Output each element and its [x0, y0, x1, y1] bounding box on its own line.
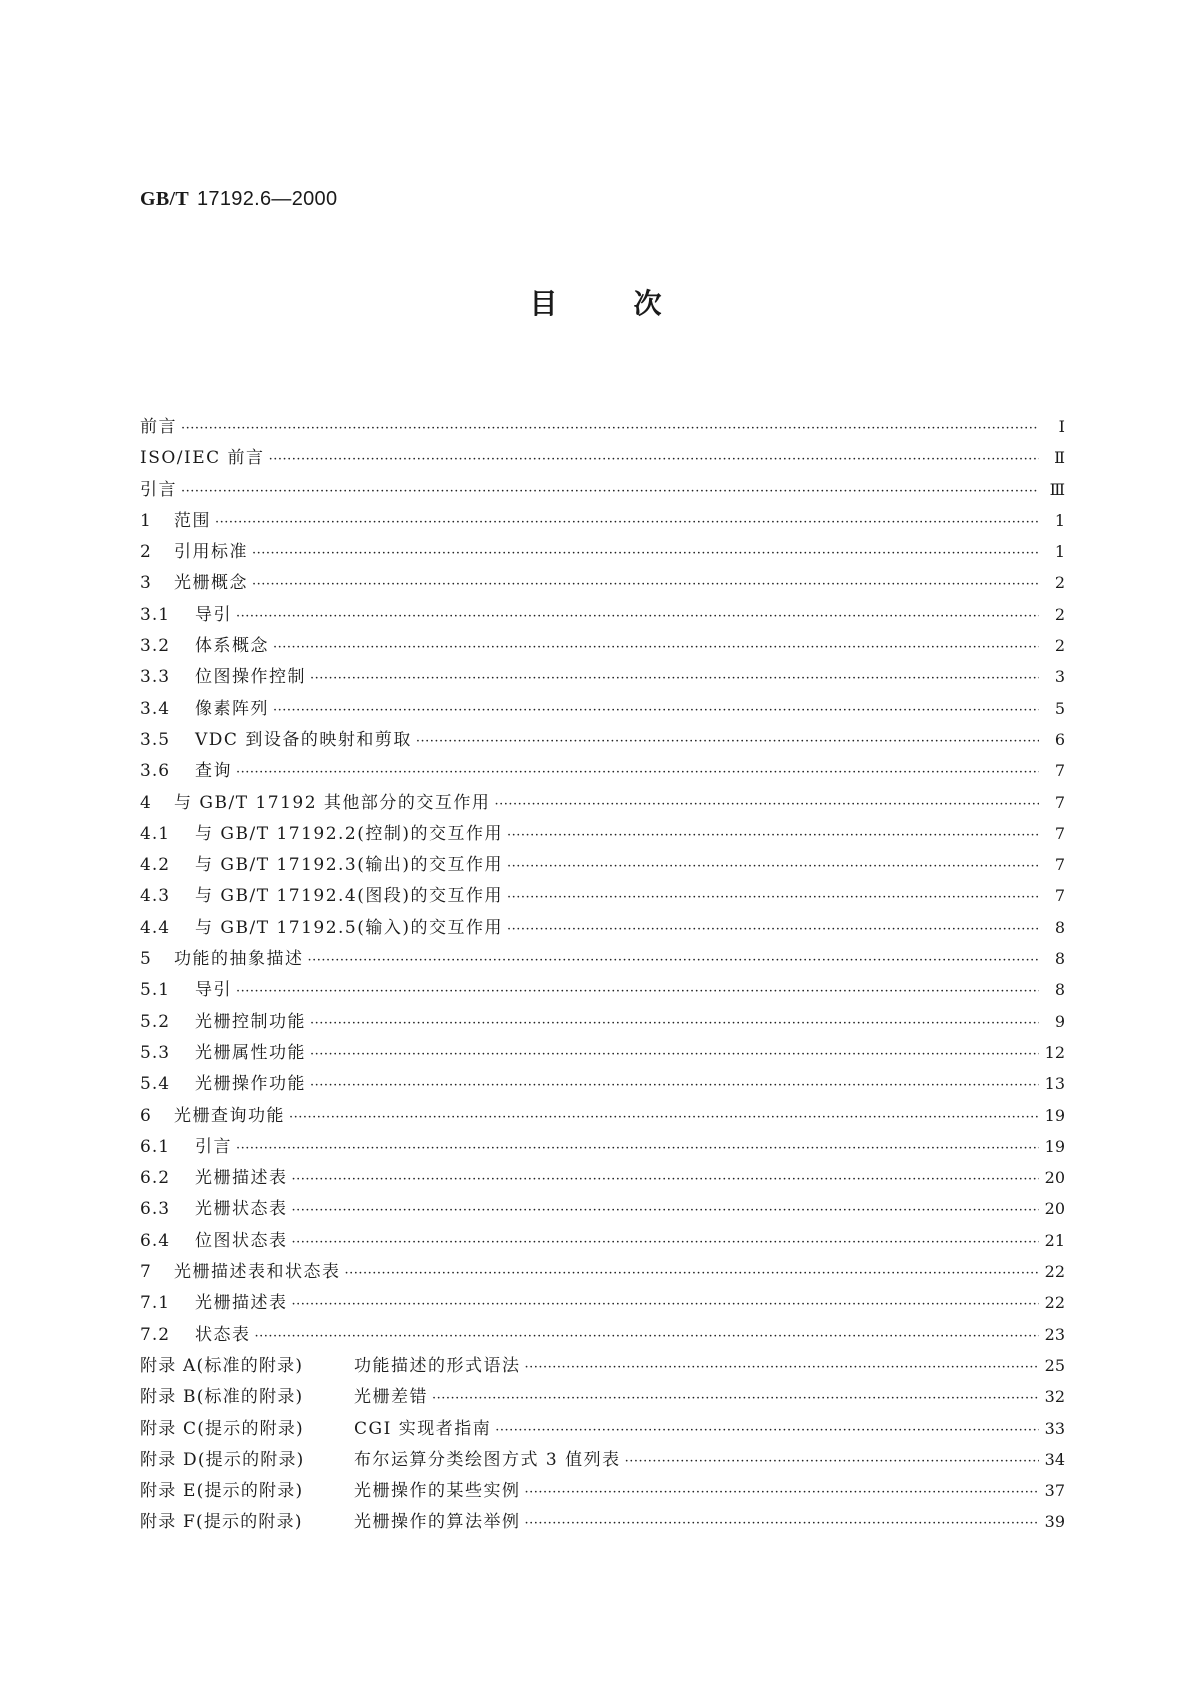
toc-page-number: 2 [1054, 604, 1065, 624]
title-char-2: 次 [633, 287, 662, 320]
toc-dot-leader [310, 671, 1039, 686]
toc-page-number: 39 [1044, 1512, 1065, 1532]
toc-dot-leader [181, 421, 1039, 436]
toc-entry[interactable] [140, 1476, 1065, 1507]
title-char-1: 目 [529, 287, 558, 320]
toc-entry[interactable] [140, 756, 1065, 787]
toc-dot-leader [495, 1423, 1038, 1438]
toc-entry[interactable] [140, 1132, 1065, 1163]
toc-entry[interactable] [140, 1351, 1065, 1382]
toc-entry[interactable] [140, 1038, 1065, 1069]
toc-appendix-prefix: 附录 D(提示的附录) [140, 1449, 305, 1470]
toc-dot-leader [310, 1016, 1039, 1031]
toc-page-number: 7 [1054, 855, 1065, 875]
toc-page-number: 5 [1054, 698, 1065, 718]
toc-entry-label: 导引 [195, 604, 232, 625]
toc-entry[interactable] [140, 913, 1065, 944]
toc-page-number: 37 [1044, 1481, 1065, 1501]
toc-entry-number: 3.2 [140, 636, 171, 657]
toc-dot-leader [236, 765, 1039, 780]
toc-entry-label: 光栅描述表 [195, 1168, 288, 1189]
toc-entry-number: 6 [140, 1105, 152, 1126]
toc-dot-leader [269, 452, 1039, 467]
toc-entry-label: 位图操作控制 [195, 667, 306, 688]
toc-appendix-prefix: 附录 A(标准的附录) [140, 1355, 304, 1376]
toc-entry-label: 光栅操作的算法举例 [354, 1512, 521, 1533]
toc-dot-leader [507, 859, 1039, 874]
toc-dot-leader [345, 1266, 1039, 1281]
toc-entry-number: 3.5 [140, 729, 171, 750]
toc-entry[interactable] [140, 475, 1065, 506]
toc-entry[interactable] [140, 819, 1065, 850]
toc-entry-number: 7.2 [140, 1324, 171, 1345]
toc-entry-number: 6.4 [140, 1230, 171, 1251]
toc-entry-label: 光栅状态表 [195, 1199, 288, 1220]
toc-entry[interactable] [140, 944, 1065, 975]
toc-page-number: Ⅲ [1049, 479, 1065, 499]
toc-entry[interactable] [140, 412, 1065, 443]
toc-entry[interactable] [140, 788, 1065, 819]
toc-entry[interactable] [140, 537, 1065, 568]
toc-entry[interactable] [140, 1507, 1065, 1538]
toc-page-number: 6 [1054, 729, 1065, 749]
toc-entry-label: 与 GB/T 17192.5(输入)的交互作用 [195, 917, 504, 938]
toc-entry-number: 1 [140, 510, 152, 531]
toc-entry-label: 光栅差错 [354, 1387, 428, 1408]
toc-entry[interactable] [140, 1288, 1065, 1319]
toc-dot-leader [292, 1297, 1039, 1312]
toc-entry[interactable] [140, 631, 1065, 662]
toc-page-number: 7 [1054, 792, 1065, 812]
toc-dot-leader [273, 703, 1039, 718]
toc-page-number: 22 [1044, 1262, 1065, 1282]
toc-entry-number: 4.3 [140, 886, 171, 907]
toc-entry-label: 导引 [195, 980, 232, 1001]
toc-entry-label: 位图状态表 [195, 1230, 288, 1251]
toc-entry-number: 4.2 [140, 855, 171, 876]
page-title [0, 282, 1191, 322]
toc-page-number: 33 [1044, 1418, 1065, 1438]
toc-dot-leader [236, 1141, 1039, 1156]
toc-dot-leader [236, 984, 1039, 999]
toc-dot-leader [625, 1454, 1039, 1469]
toc-appendix-prefix: 附录 E(提示的附录) [140, 1481, 304, 1502]
toc-entry-number: 5.3 [140, 1042, 171, 1063]
toc-page-number: 1 [1054, 510, 1065, 530]
toc-dot-leader [181, 484, 1039, 499]
toc-entry[interactable] [140, 506, 1065, 537]
toc-dot-leader [236, 609, 1039, 624]
toc-entry-label: 与 GB/T 17192.2(控制)的交互作用 [195, 823, 504, 844]
toc-appendix-prefix: 附录 B(标准的附录) [140, 1387, 304, 1408]
toc-entry-label: 光栅属性功能 [195, 1042, 306, 1063]
toc-entry-label: CGI 实现者指南 [354, 1418, 492, 1439]
toc-entry-number: 5.1 [140, 980, 171, 1001]
toc-dot-leader [507, 890, 1039, 905]
toc-page-number: 7 [1054, 823, 1065, 843]
toc-dot-leader [252, 577, 1039, 592]
toc-entry[interactable] [140, 1007, 1065, 1038]
toc-entry-label: 功能描述的形式语法 [354, 1355, 521, 1376]
toc-page-number: 23 [1044, 1324, 1065, 1344]
toc-entry-number: 5 [140, 949, 152, 970]
toc-entry-number: 3.3 [140, 667, 171, 688]
toc-entry-number: 2 [140, 542, 152, 563]
toc-page-number: 7 [1054, 886, 1065, 906]
toc-entry-label: 与 GB/T 17192 其他部分的交互作用 [174, 792, 491, 813]
toc-entry-label: 引用标准 [174, 542, 248, 563]
toc-page-number: 21 [1044, 1230, 1065, 1250]
toc-entry[interactable] [140, 1320, 1065, 1351]
toc-dot-leader [292, 1203, 1039, 1218]
toc-appendix-prefix: 附录 F(提示的附录) [140, 1512, 303, 1533]
toc-dot-leader [252, 546, 1039, 561]
toc-dot-leader [507, 828, 1039, 843]
toc-entry[interactable] [140, 1069, 1065, 1100]
toc-entry-number: 7.1 [140, 1293, 171, 1314]
toc-page-number: 1 [1054, 542, 1065, 562]
toc-page-number: 34 [1044, 1449, 1065, 1469]
toc-entry-label: VDC 到设备的映射和剪取 [195, 729, 412, 750]
toc-entry-label: 布尔运算分类绘图方式 3 值列表 [354, 1449, 621, 1470]
toc-entry-label: 与 GB/T 17192.4(图段)的交互作用 [195, 886, 504, 907]
toc-dot-leader [255, 1329, 1039, 1344]
toc-entry[interactable] [140, 725, 1065, 756]
toc-entry-number: 6.1 [140, 1136, 171, 1157]
toc-page-number: 8 [1054, 949, 1065, 969]
toc-page-number: 2 [1054, 636, 1065, 656]
toc-dot-leader [432, 1391, 1039, 1406]
toc-entry-label: 引言 [195, 1136, 232, 1157]
toc-dot-leader [494, 797, 1039, 812]
toc-dot-leader [525, 1485, 1039, 1500]
toc-entry-number: 4.1 [140, 823, 171, 844]
toc-entry[interactable] [140, 662, 1065, 693]
table-of-contents [140, 412, 1065, 1539]
toc-entry[interactable] [140, 1194, 1065, 1225]
toc-entry-label: 光栅查询功能 [174, 1105, 285, 1126]
toc-page-number: 32 [1044, 1387, 1065, 1407]
toc-page-number: 8 [1054, 917, 1065, 937]
toc-page-number: 3 [1054, 667, 1065, 687]
toc-entry-label: 光栅描述表和状态表 [174, 1262, 341, 1283]
toc-page-number: 20 [1044, 1199, 1065, 1219]
standard-code: GB/T [140, 188, 189, 210]
toc-entry[interactable] [140, 568, 1065, 599]
toc-entry[interactable] [140, 600, 1065, 631]
standard-number [140, 188, 337, 211]
toc-dot-leader [310, 1047, 1039, 1062]
toc-entry-label: 光栅概念 [174, 573, 248, 594]
toc-page-number: 20 [1044, 1168, 1065, 1188]
toc-dot-leader [215, 515, 1039, 530]
toc-entry[interactable] [140, 1382, 1065, 1413]
toc-page-number: Ⅰ [1058, 417, 1065, 436]
toc-entry-label: 光栅描述表 [195, 1293, 288, 1314]
toc-entry-label: 光栅操作功能 [195, 1074, 306, 1095]
toc-dot-leader [289, 1110, 1039, 1125]
toc-entry-label: 范围 [174, 510, 211, 531]
toc-entry-number: 3.4 [140, 698, 171, 719]
toc-entry[interactable] [140, 881, 1065, 912]
toc-dot-leader [292, 1172, 1039, 1187]
toc-entry[interactable] [140, 1101, 1065, 1132]
toc-page-number: 2 [1054, 573, 1065, 593]
toc-dot-leader [273, 640, 1039, 655]
toc-entry-label: 状态表 [195, 1324, 251, 1345]
toc-dot-leader [416, 734, 1039, 749]
toc-entry[interactable] [140, 975, 1065, 1006]
toc-page-number: Ⅱ [1054, 448, 1065, 468]
toc-entry-number: 5.4 [140, 1074, 171, 1095]
toc-entry-label: 光栅控制功能 [195, 1011, 306, 1032]
toc-dot-leader [310, 1078, 1039, 1093]
toc-entry-label: 功能的抽象描述 [174, 949, 304, 970]
toc-entry-number: 3 [140, 573, 152, 594]
toc-entry-label: 像素阵列 [195, 698, 269, 719]
toc-entry[interactable] [140, 443, 1065, 474]
toc-page-number: 25 [1044, 1355, 1065, 1375]
toc-appendix-prefix: 附录 C(提示的附录) [140, 1418, 304, 1439]
toc-entry-number: 4.4 [140, 917, 171, 938]
toc-entry-number: 3.6 [140, 761, 171, 782]
toc-page-number: 7 [1054, 761, 1065, 781]
toc-entry-label: 引言 [140, 479, 177, 500]
toc-entry[interactable] [140, 1257, 1065, 1288]
toc-page-number: 12 [1044, 1042, 1065, 1062]
toc-entry-number: 4 [140, 792, 152, 813]
toc-entry-label: 体系概念 [195, 636, 269, 657]
toc-page-number: 9 [1054, 1011, 1065, 1031]
toc-entry[interactable] [140, 1226, 1065, 1257]
toc-dot-leader [525, 1360, 1039, 1375]
toc-entry-label: 前言 [140, 417, 177, 437]
toc-entry-label: ISO/IEC 前言 [140, 448, 265, 469]
toc-dot-leader [507, 922, 1039, 937]
toc-dot-leader [308, 953, 1040, 968]
toc-entry-label: 与 GB/T 17192.3(输出)的交互作用 [195, 855, 504, 876]
toc-entry-label: 查询 [195, 761, 232, 782]
toc-entry[interactable] [140, 850, 1065, 881]
toc-entry-label: 光栅操作的某些实例 [354, 1481, 521, 1502]
toc-dot-leader [525, 1516, 1039, 1531]
toc-entry-number: 7 [140, 1262, 152, 1283]
toc-entry[interactable] [140, 1414, 1065, 1445]
toc-entry[interactable] [140, 694, 1065, 725]
toc-page-number: 22 [1044, 1293, 1065, 1313]
toc-entry-number: 6.2 [140, 1168, 171, 1189]
toc-entry-number: 5.2 [140, 1011, 171, 1032]
toc-page-number: 19 [1044, 1136, 1065, 1156]
toc-dot-leader [292, 1235, 1039, 1250]
toc-entry[interactable] [140, 1163, 1065, 1194]
toc-page-number: 19 [1044, 1105, 1065, 1125]
standard-id: 17192.6—2000 [197, 188, 338, 210]
toc-page-number: 8 [1054, 980, 1065, 1000]
toc-entry-number: 6.3 [140, 1199, 171, 1220]
toc-entry-number: 3.1 [140, 604, 171, 625]
toc-page-number: 13 [1044, 1074, 1065, 1094]
toc-entry[interactable] [140, 1445, 1065, 1476]
